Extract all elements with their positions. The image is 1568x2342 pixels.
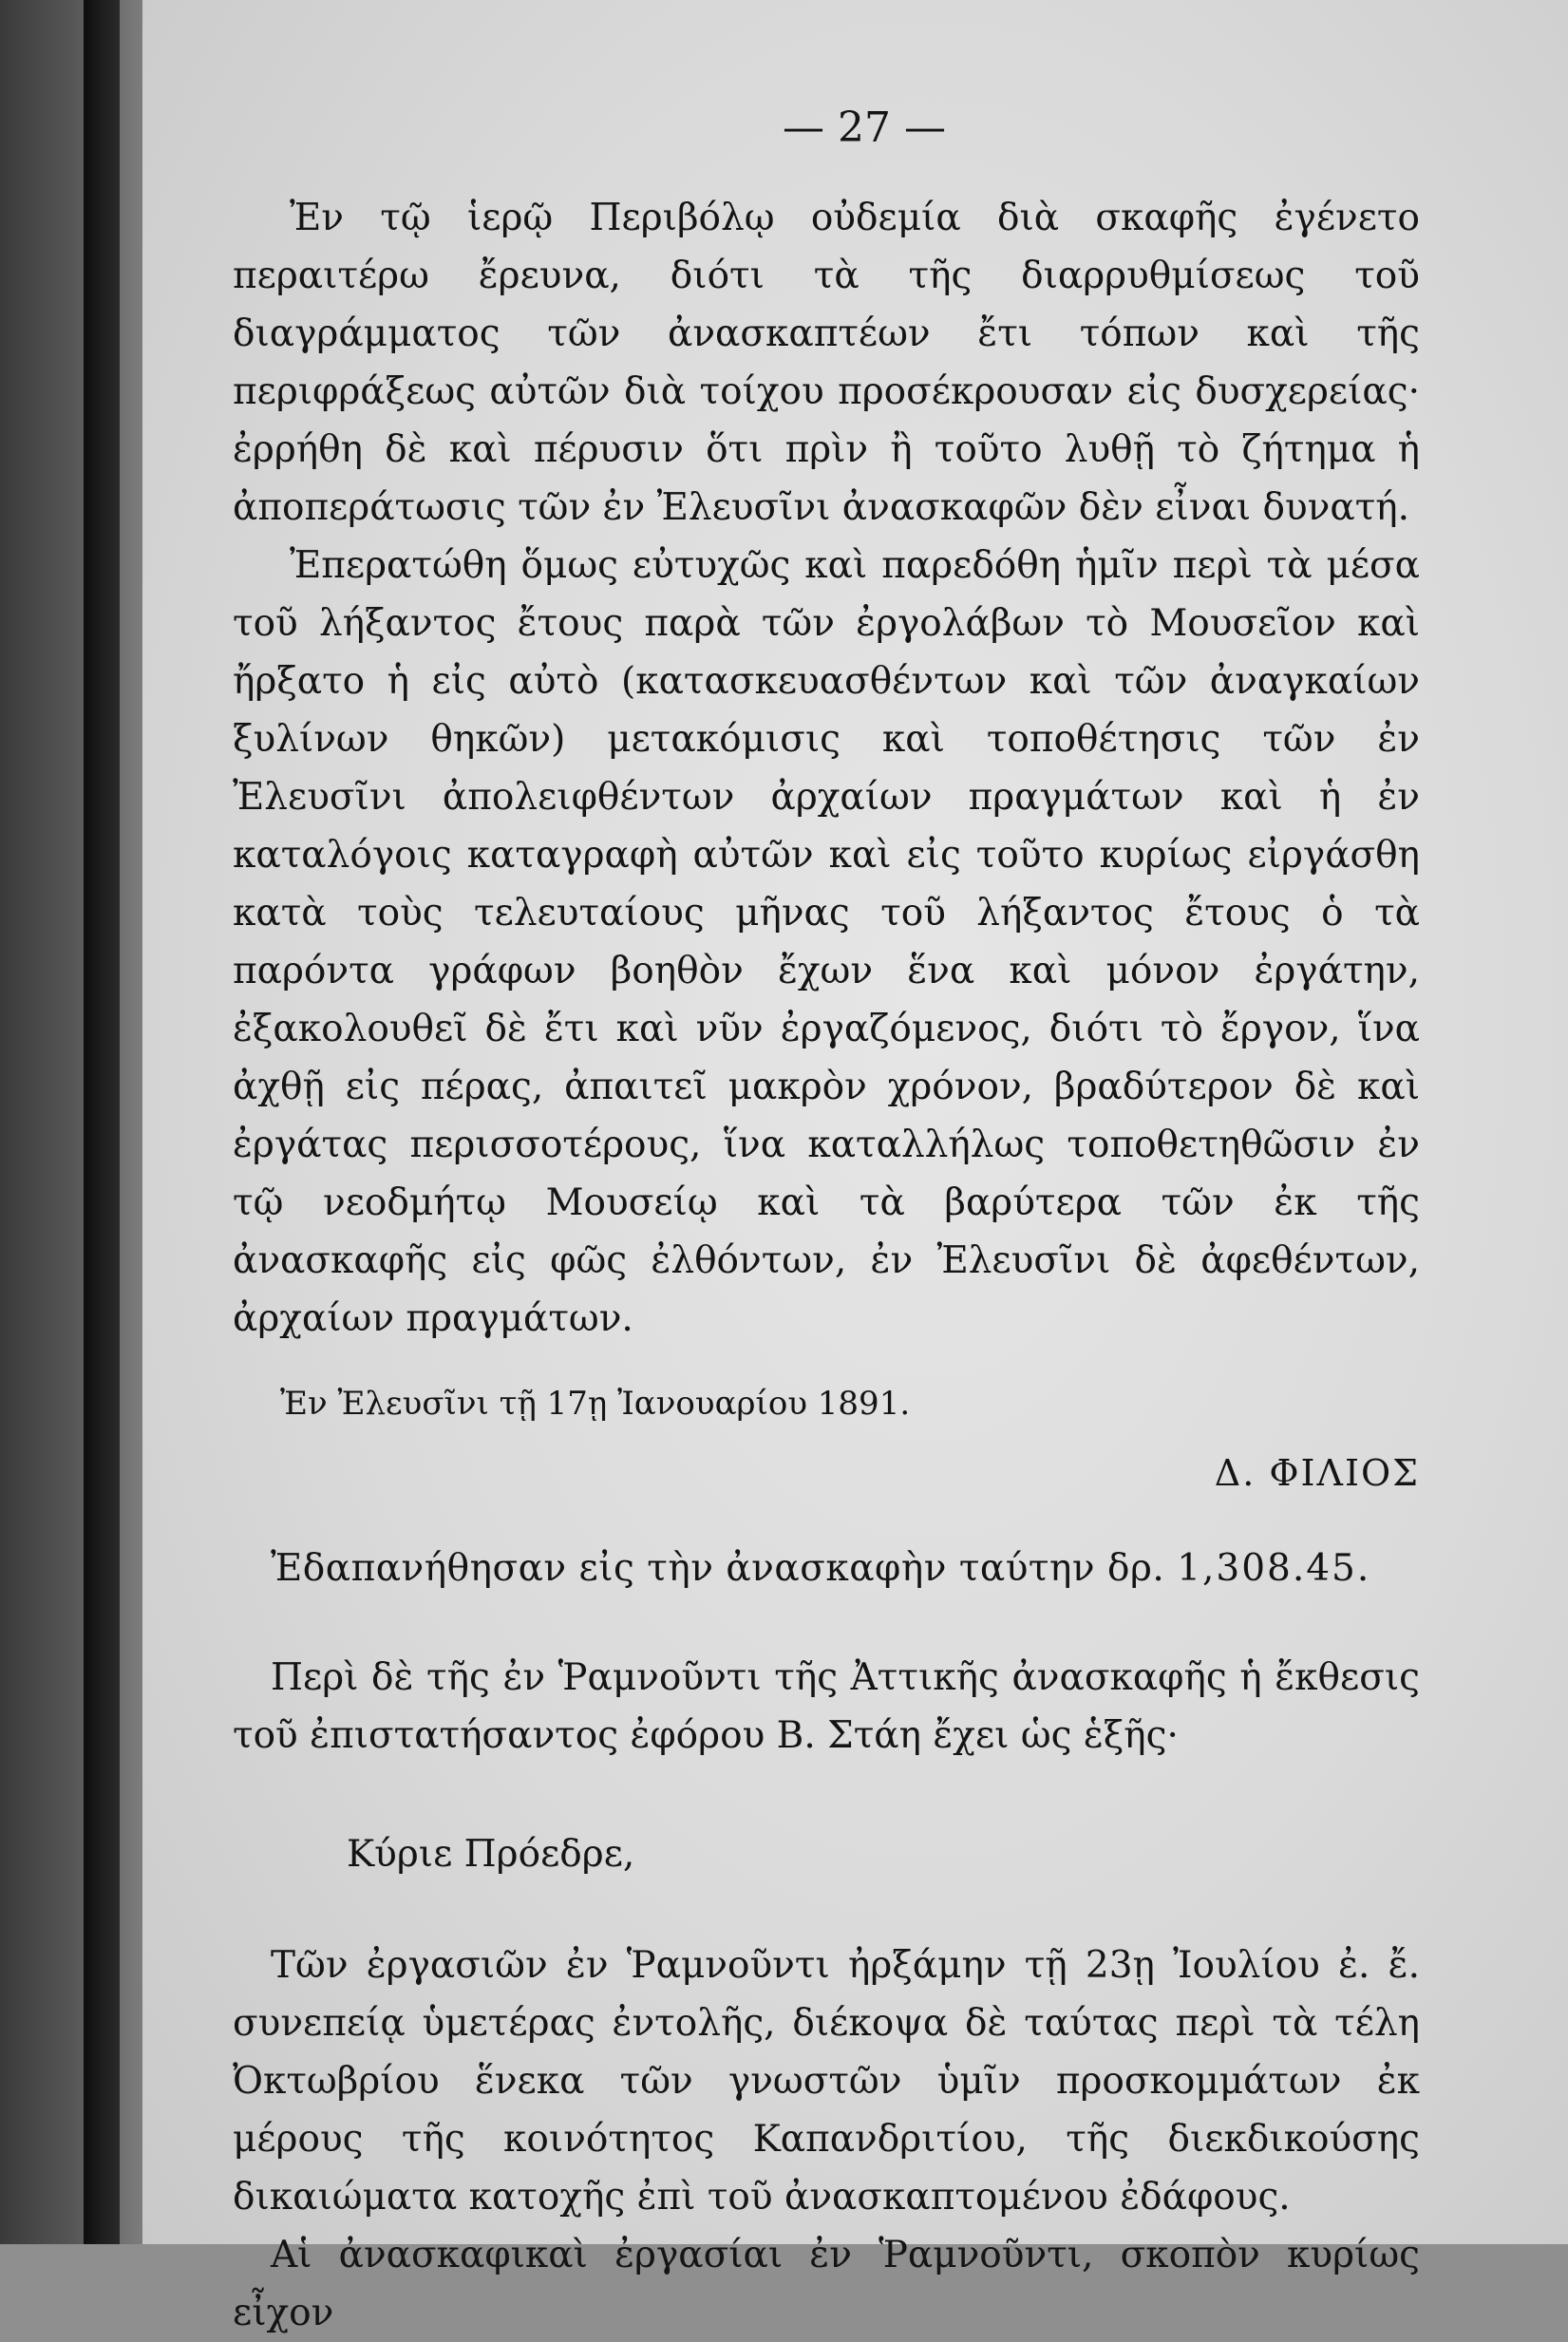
- paragraph-sacred-precinct: Ἐν τῷ ἱερῷ Περιβόλῳ οὐδεμία διὰ σκαφῆς ἐγένετο περαιτέρω ἔρευνα, διότι τὰ τῆς διαρρυθμίσεως τοῦ διαγράμματος τῶν ἀνασκαπτέων ἔτι τόπων καὶ τῆς περιφράξεως αὐτῶν διὰ τοίχου προσέκρουσαν εἰς δυσχερείας· ἐρρήθη δὲ καὶ πέρυσιν ὅτι πρὶν ἢ τοῦτο λυθῇ τὸ ζήτημα ἡ ἀποπεράτωσις τῶν ἐν Ἐλευσῖνι ἀνασκαφῶν δὲν εἶναι δυνατή.: [233, 197, 1420, 529]
- page-content: [233, 90, 1420, 2342]
- book-gutter: [84, 0, 120, 2244]
- signature: Δ. ΦΙΛΙΟΣ: [1214, 1452, 1420, 1494]
- expense-line: [233, 1539, 1420, 1597]
- paragraph-museum: Ἐπερατώθη ὅμως εὐτυχῶς καὶ παρεδόθη ἡμῖν περὶ τὰ μέσα τοῦ λήξαντος ἔτους παρὰ τῶν ἐργολάβων τὸ Μουσεῖον καὶ ἤρξατο ἡ εἰς αὐτὸ (κατασκευασθέντων καὶ τῶν ἀναγκαίων ξυλίνων θηκῶν) μετακόμισις καὶ τοποθέτησις τῶν ἐν Ἐλευσῖνι ἀπολειφθέντων ἀρχαίων πραγμάτων καὶ ἡ ἐν καταλόγοις καταγραφὴ αὐτῶν καὶ εἰς τοῦτο κυρίως εἰργάσθη κατὰ τοὺς τελευταίους μῆνας τοῦ λήξαντος ἔτους ὁ τὰ παρόντα γράφων βοηθὸν ἔχων ἕνα καὶ μόνον ἐργάτην, ἐξακολουθεῖ δὲ ἔτι καὶ νῦν ἐργαζόμενος, διότι τὸ ἔργον, ἵνα ἀχθῇ εἰς πέρας, ἀπαιτεῖ μακρὸν χρόνον, βραδύτερον δὲ καὶ ἐργάτας περισσοτέρους, ἵνα καταλλήλως τοποθετηθῶσιν ἐν τῷ νεοδμήτῳ Μουσείῳ καὶ τὰ βαρύτερα τῶν ἐκ τῆς ἀνασκαφῆς εἰς φῶς ἐλθόντων, ἐν Ἐλευσῖνι δὲ ἀφεθέντων, ἀρχαίων πραγμάτων.: [233, 544, 1420, 1340]
- paragraph-rhamnous-excavations: Αἱ ἀνασκαφικαὶ ἐργασίαι ἐν Ῥαμνοῦντι, σκοπὸν κυρίως εἶχον: [233, 2234, 1420, 2334]
- paragraph-rhamnous-work: Τῶν ἐργασιῶν ἐν Ῥαμνοῦντι ἠρξάμην τῇ 23ῃ Ἰουλίου ἐ. ἔ. συνεπείᾳ ὑμετέρας ἐντολῆς, διέκοψα δὲ ταύτας περὶ τὰ τέλη Ὀκτωβρίου ἕνεκα τῶν γνωστῶν ὑμῖν προσκομμάτων ἐκ μέρους τῆς κοινότητος Καπανδριτίου, τῆς διεκδικούσης δικαιώματα κατοχῆς ἐπὶ τοῦ ἀνασκαπτομένου ἐδάφους.: [233, 1944, 1420, 2219]
- report-intro: Περὶ δὲ τῆς ἐν Ῥαμνοῦντι τῆς Ἀττικῆς ἀνασκαφῆς ἡ ἔκθεσις τοῦ ἐπιστατήσαντος ἐφόρου Β. Στάη ἔχει ὡς ἑξῆς·: [233, 1656, 1420, 1757]
- expense-text: Ἐδαπανήθησαν εἰς τὴν ἀνασκαφὴν ταύτην δρ.: [271, 1547, 1165, 1590]
- date-line: Ἐν Ἐλευσῖνι τῇ 17ῃ Ἰανουαρίου 1891.: [280, 1385, 911, 1423]
- page-number: — 27 —: [783, 104, 946, 152]
- scanned-page: [142, 0, 1568, 2334]
- salutation: Κύριε Πρόεδρε,: [347, 1833, 635, 1876]
- expense-amount: 1,308.45.: [1177, 1547, 1371, 1590]
